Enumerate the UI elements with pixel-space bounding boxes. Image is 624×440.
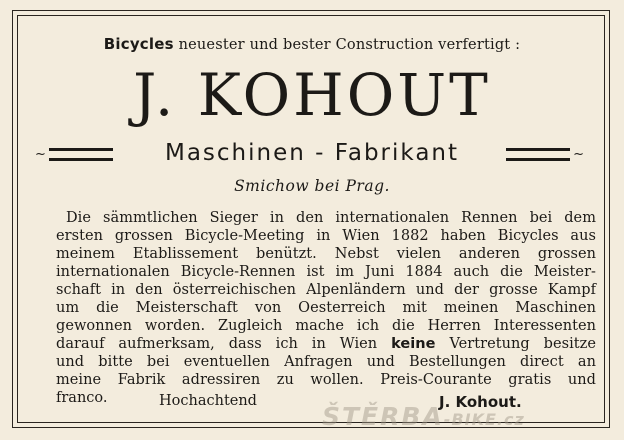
- signature: J. Kohout.: [439, 393, 522, 411]
- body-line: meine Fabrik adressiren zu wollen. Preis-Courante gratis und: [56, 372, 596, 388]
- body-line: und bitte bei eventuellen Anfragen und Bestellungen direct an: [56, 354, 596, 370]
- emphasis-word: keine: [391, 336, 436, 352]
- watermark-main: ŠTĚRBA: [322, 402, 444, 431]
- right-ornament-tilde: ~: [573, 147, 584, 162]
- body-line: schaft in den österreichischen Alpenländern und der grosse Kampf: [56, 282, 596, 298]
- subtitle: Maschinen - Fabrikant: [164, 140, 460, 166]
- body-paragraph: [56, 209, 596, 389]
- body-line: internationalen Bicycle-Rennen ist im Juni 1884 auch die Meister-: [56, 264, 596, 280]
- body-line-start: darauf aufmerksam, dass ich in Wien: [56, 336, 378, 352]
- body-line-with-emphasis: [56, 335, 596, 353]
- watermark: [322, 402, 618, 432]
- body-line-end: Vertretung besitze: [449, 336, 596, 352]
- header-tagline: [0, 35, 624, 53]
- body-line: ersten grossen Bicycle-Meeting in Wien 1882 haben Bicycles aus: [56, 228, 596, 244]
- tagline-text: neuester und bester Construction verfertigt :: [178, 37, 521, 53]
- left-ornament-tilde: ~: [35, 147, 46, 162]
- tagline-bold-word: Bicycles: [103, 35, 174, 53]
- closing-franco: franco.: [56, 390, 108, 406]
- body-line: Die sämmtlichen Sieger in den internationalen Rennen bei dem: [66, 210, 596, 226]
- body-line: meinem Etablissement benützt. Nebst vielen anderen grossen: [56, 246, 596, 262]
- right-ornament: [506, 148, 584, 162]
- location: Smichow bei Prag.: [234, 177, 390, 195]
- body-line: gewonnen worden. Zugleich mache ich die Herren Interessenten: [56, 318, 596, 334]
- company-name: J. KOHOUT: [133, 61, 491, 129]
- closing-greeting: Hochachtend: [159, 393, 257, 409]
- body-line: um die Meisterschaft von Oesterreich mit meinen Maschinen: [56, 300, 596, 316]
- watermark-sub: -BIKE.cz: [443, 410, 525, 429]
